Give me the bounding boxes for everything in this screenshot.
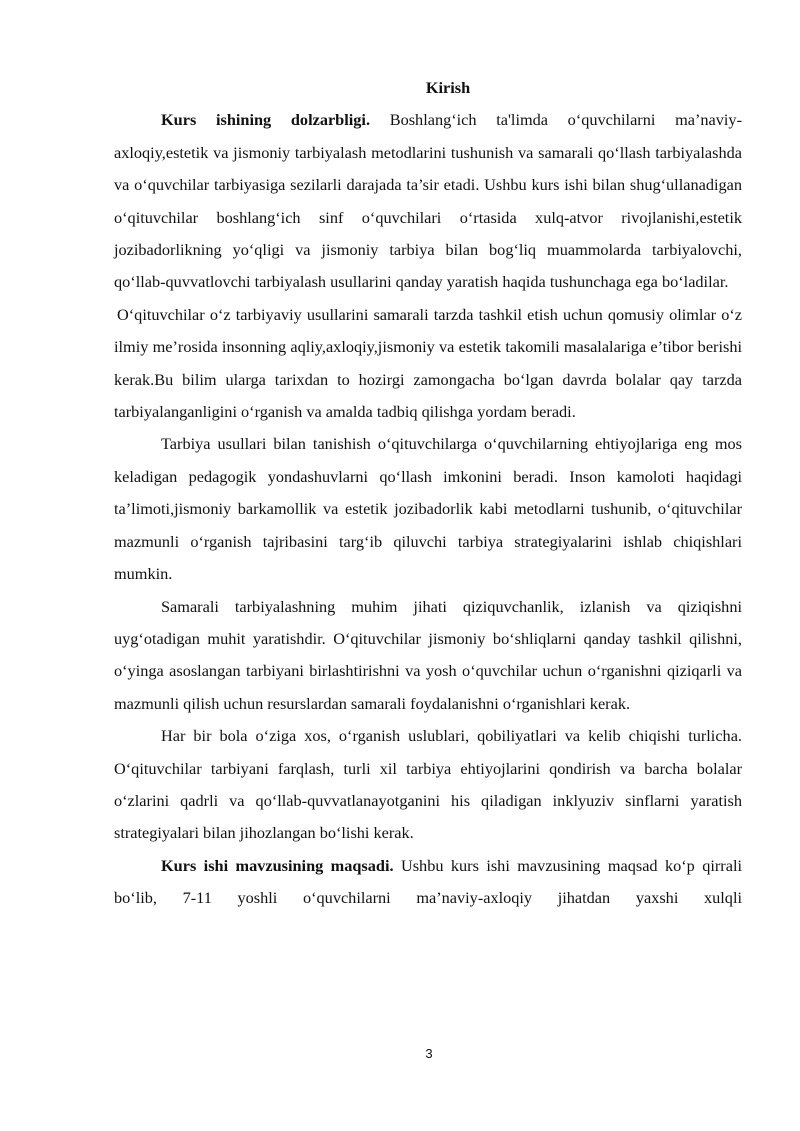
paragraph-lead: Kurs ishi mavzusining maqsadi. [161, 855, 394, 875]
document-page [114, 72, 742, 915]
paragraph-text: Samarali tarbiyalashning muhim jihati qiziquvchanlik, izlanish va qiziqishni uyg‘otadigan muhit yaratishdir. O‘qituvchilar jismoniy bo‘shliqlarni qanday tashkil qilishni, o‘yinga asoslangan tarbiyani birlashtirishni va yosh o‘quvchilar uchun o‘rganishni qiziqarli va mazmunli qilish uchun resurslardan samarali foydalanishni o‘rganishlari kerak. [114, 596, 742, 713]
paragraph-text: Ushbu kurs ishi mavzusining maqsad ko‘p qirrali bo‘lib, 7-11 yoshli o‘quvchilarni ma’naviy-axloqiy jihatdan yaxshi xulqli [114, 855, 742, 908]
page-number: 3 [425, 1046, 433, 1061]
paragraph-text: Har bir bola o‘ziga xos, o‘rganish uslublari, qobiliyatlari va kelib chiqishi turlicha. O‘qituvchilar tarbiyani farqlash, turli xil tarbiya ehtiyojlarini qondirish va barcha bolalar o‘zlarini qadrli va qo‘llab-quvvatlanayotganini his qiladigan inklyuziv sinflarni yaratish strategiyalari bilan jihozlangan bo‘lishi kerak. [114, 726, 742, 843]
paragraph-goal [114, 850, 742, 915]
paragraph-teachers-methods [114, 299, 742, 429]
section-title: Kirish [425, 78, 471, 97]
paragraph-text: Tarbiya usullari bilan tanishish o‘qituvchilarga o‘quvchilarning ehtiyojlariga eng mos keladigan pedagogik yondashuvlarni qo‘llash imkonini beradi. Inson kamoloti haqidagi ta’limoti,jismoniy barkamollik va estetik jozibadorlik kabi metodlarni tushunib, o‘qituvchilar mazmunli o‘rganish tajribasini targ‘ib qiluvchi tarbiya strategiyalarini ishlab chiqishlari mumkin. [114, 434, 742, 584]
paragraph-every-child [114, 720, 742, 850]
paragraph-methods-familiarity [114, 428, 742, 590]
paragraph-relevance [114, 104, 742, 298]
paragraph-effective-upbringing [114, 591, 742, 721]
paragraph-lead: Kurs ishining dolzarbligi. [161, 110, 371, 130]
paragraph-text: Boshlang‘ich ta'limda o‘quvchilarni ma’naviy-axloqiy,estetik va jismoniy tarbiyalash metodlarini tushunish va samarali qo‘llash tarbiyalashda va o‘quvchilar tarbiyasiga sezilarli darajada ta’sir etadi. Ushbu kurs ishi bilan shug‘ullanadigan o‘qituvchilar boshlang‘ich sinf o‘quvchilari o‘rtasida xulq-atvor rivojlanishi,estetik jozibadorlikning yo‘qligi va jismoniy tarbiya bilan bog‘liq muammolarda tarbiyalovchi, qo‘llab-quvvatlovchi tarbiyalash usullarini qanday yaratish haqida tushunchaga ega bo‘ladilar. [114, 110, 742, 292]
paragraph-text: O‘qituvchilar o‘z tarbiyaviy usullarini samarali tarzda tashkil etish uchun qomusiy olimlar o‘z ilmiy me’rosida insonning aqliy,axloqiy,jismoniy va estetik takomili masalalariga e’tibor berishi kerak.Bu bilim ularga tarixdan to hozirgi zamongacha bo‘lgan davrda bolalar qay tarzda tarbiyalanganligini o‘rganish va amalda tadbiq qilishga yordam beradi. [114, 304, 742, 422]
